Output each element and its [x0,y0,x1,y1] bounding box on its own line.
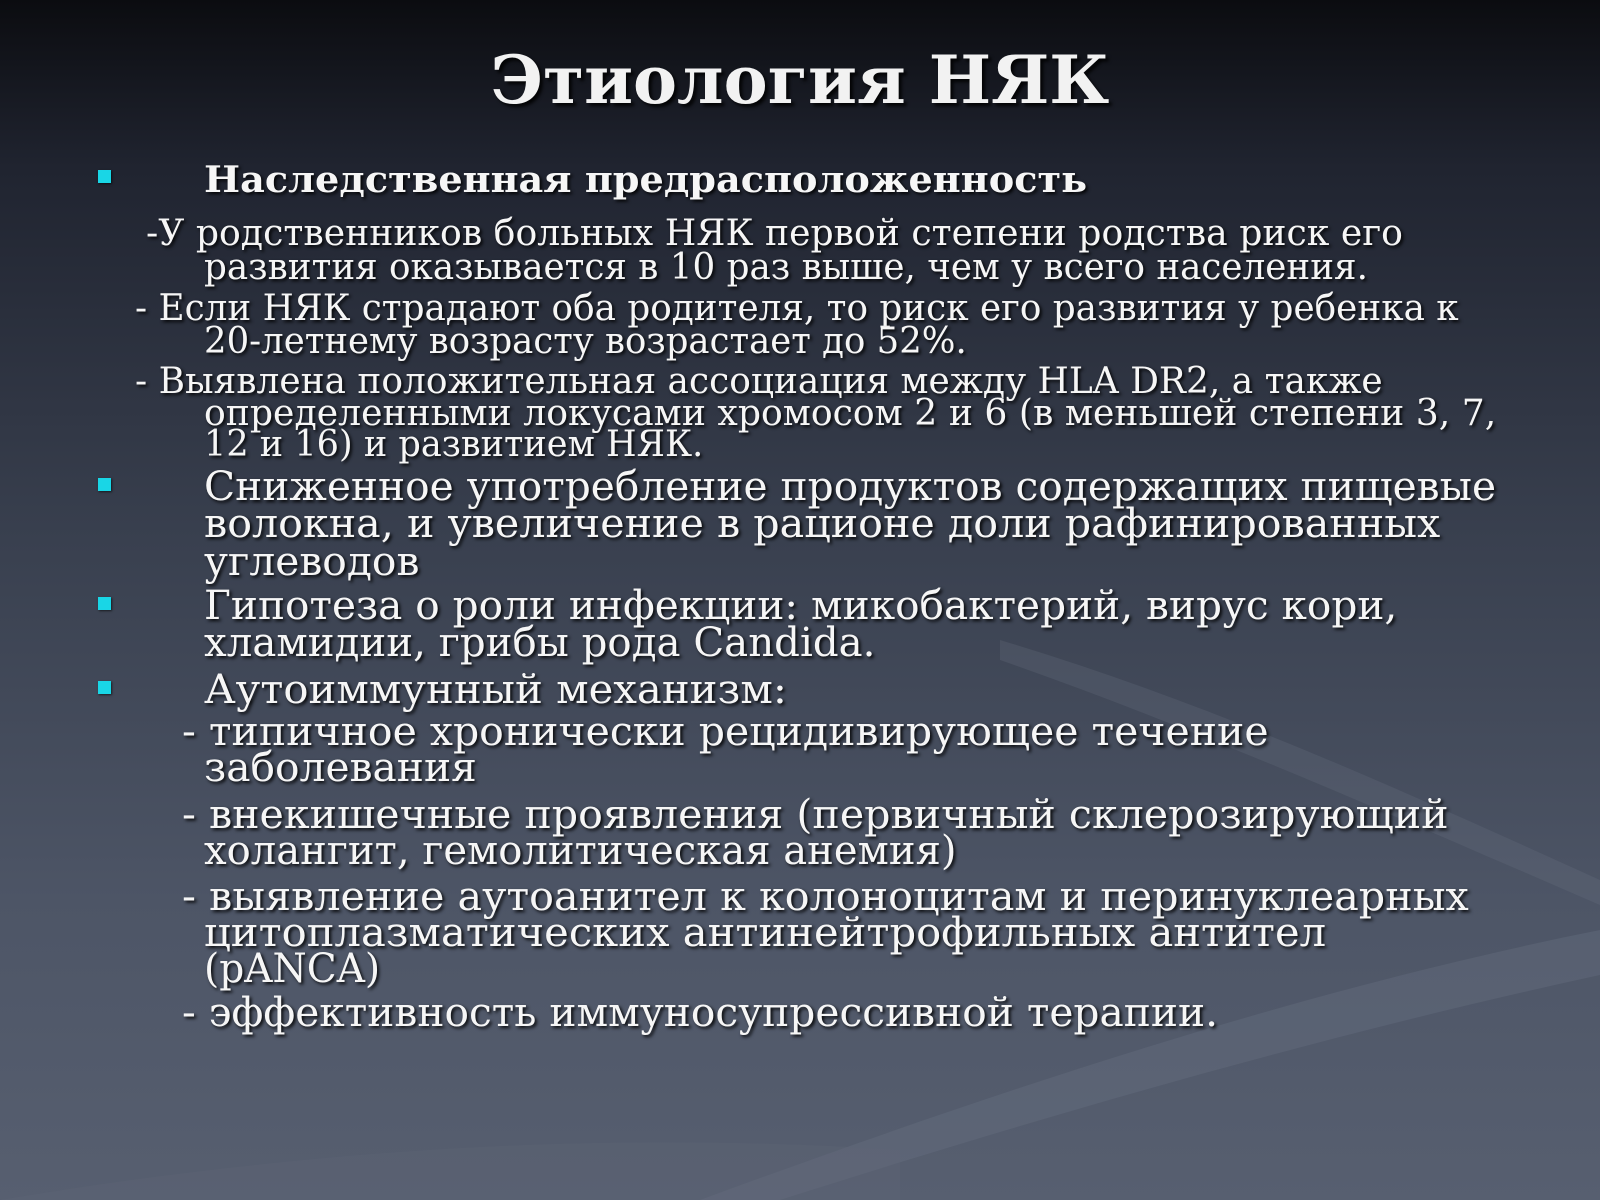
autoimmune-point-4-line-1: - эффективность иммуносупрессивной терапии. [182,990,1219,1036]
bullet-square-icon [98,597,111,610]
heredity-point-3-line-3: 12 и 16) и развитием НЯК. [204,424,704,465]
heredity-point-1-line-1: -У родственников больных НЯК первой степени родства риск его [146,213,1403,254]
diet-line-1: Сниженное употребление продуктов содержащих пищевые [204,464,1497,510]
diet-line-2: волокна, и увеличение в рационе доли рафинированных [204,501,1441,547]
infection-line-1: Гипотеза о роли инфекции: микобактерий, вирус кори, [204,583,1398,629]
heredity-point-3-line-1: - Выявлена положительная ассоциация между HLA DR2, а также [135,361,1383,402]
autoimmune-point-3-line-2: цитоплазматических антинейтрофильных антител [204,910,1327,956]
autoimmune-point-3-line-3: (pANCA) [204,946,381,992]
heredity-heading: Наследственная предрасположенность [204,159,1088,201]
heredity-point-1-line-2: развития оказывается в 10 раз выше, чем у всего населения. [204,247,1368,288]
heredity-point-3-line-2: определенными локусами хромосом 2 и 6 (в меньшей степени 3, 7, [204,393,1497,434]
heredity-point-2-line-1: - Если НЯК страдают оба родителя, то риск его развития у ребенка к [135,288,1459,329]
autoimmune-point-1-line-1: - типичное хронически рецидивирующее течение [182,709,1269,755]
heredity-point-2-line-2: 20-летнему возрасту возрастает до 52%. [204,321,967,362]
autoimmune-point-2-line-1: - внекишечные проявления (первичный склерозирующий [182,792,1449,838]
autoimmune-point-1-line-2: заболевания [204,745,477,791]
slide-title: Этиология НЯК [490,41,1110,119]
bullet-square-icon [98,170,111,183]
bullet-square-icon [98,478,111,491]
bullet-square-icon [98,681,111,694]
autoimmune-point-3-line-1: - выявление аутоанител к колоноцитам и перинуклеарных [182,874,1469,920]
diet-line-3: углеводов [204,539,420,585]
autoimmune-point-2-line-2: холангит, гемолитическая анемия) [204,828,957,874]
autoimmune-heading: Аутоиммунный механизм: [204,667,787,713]
infection-line-2: хламидии, грибы рода Candida. [204,620,876,666]
